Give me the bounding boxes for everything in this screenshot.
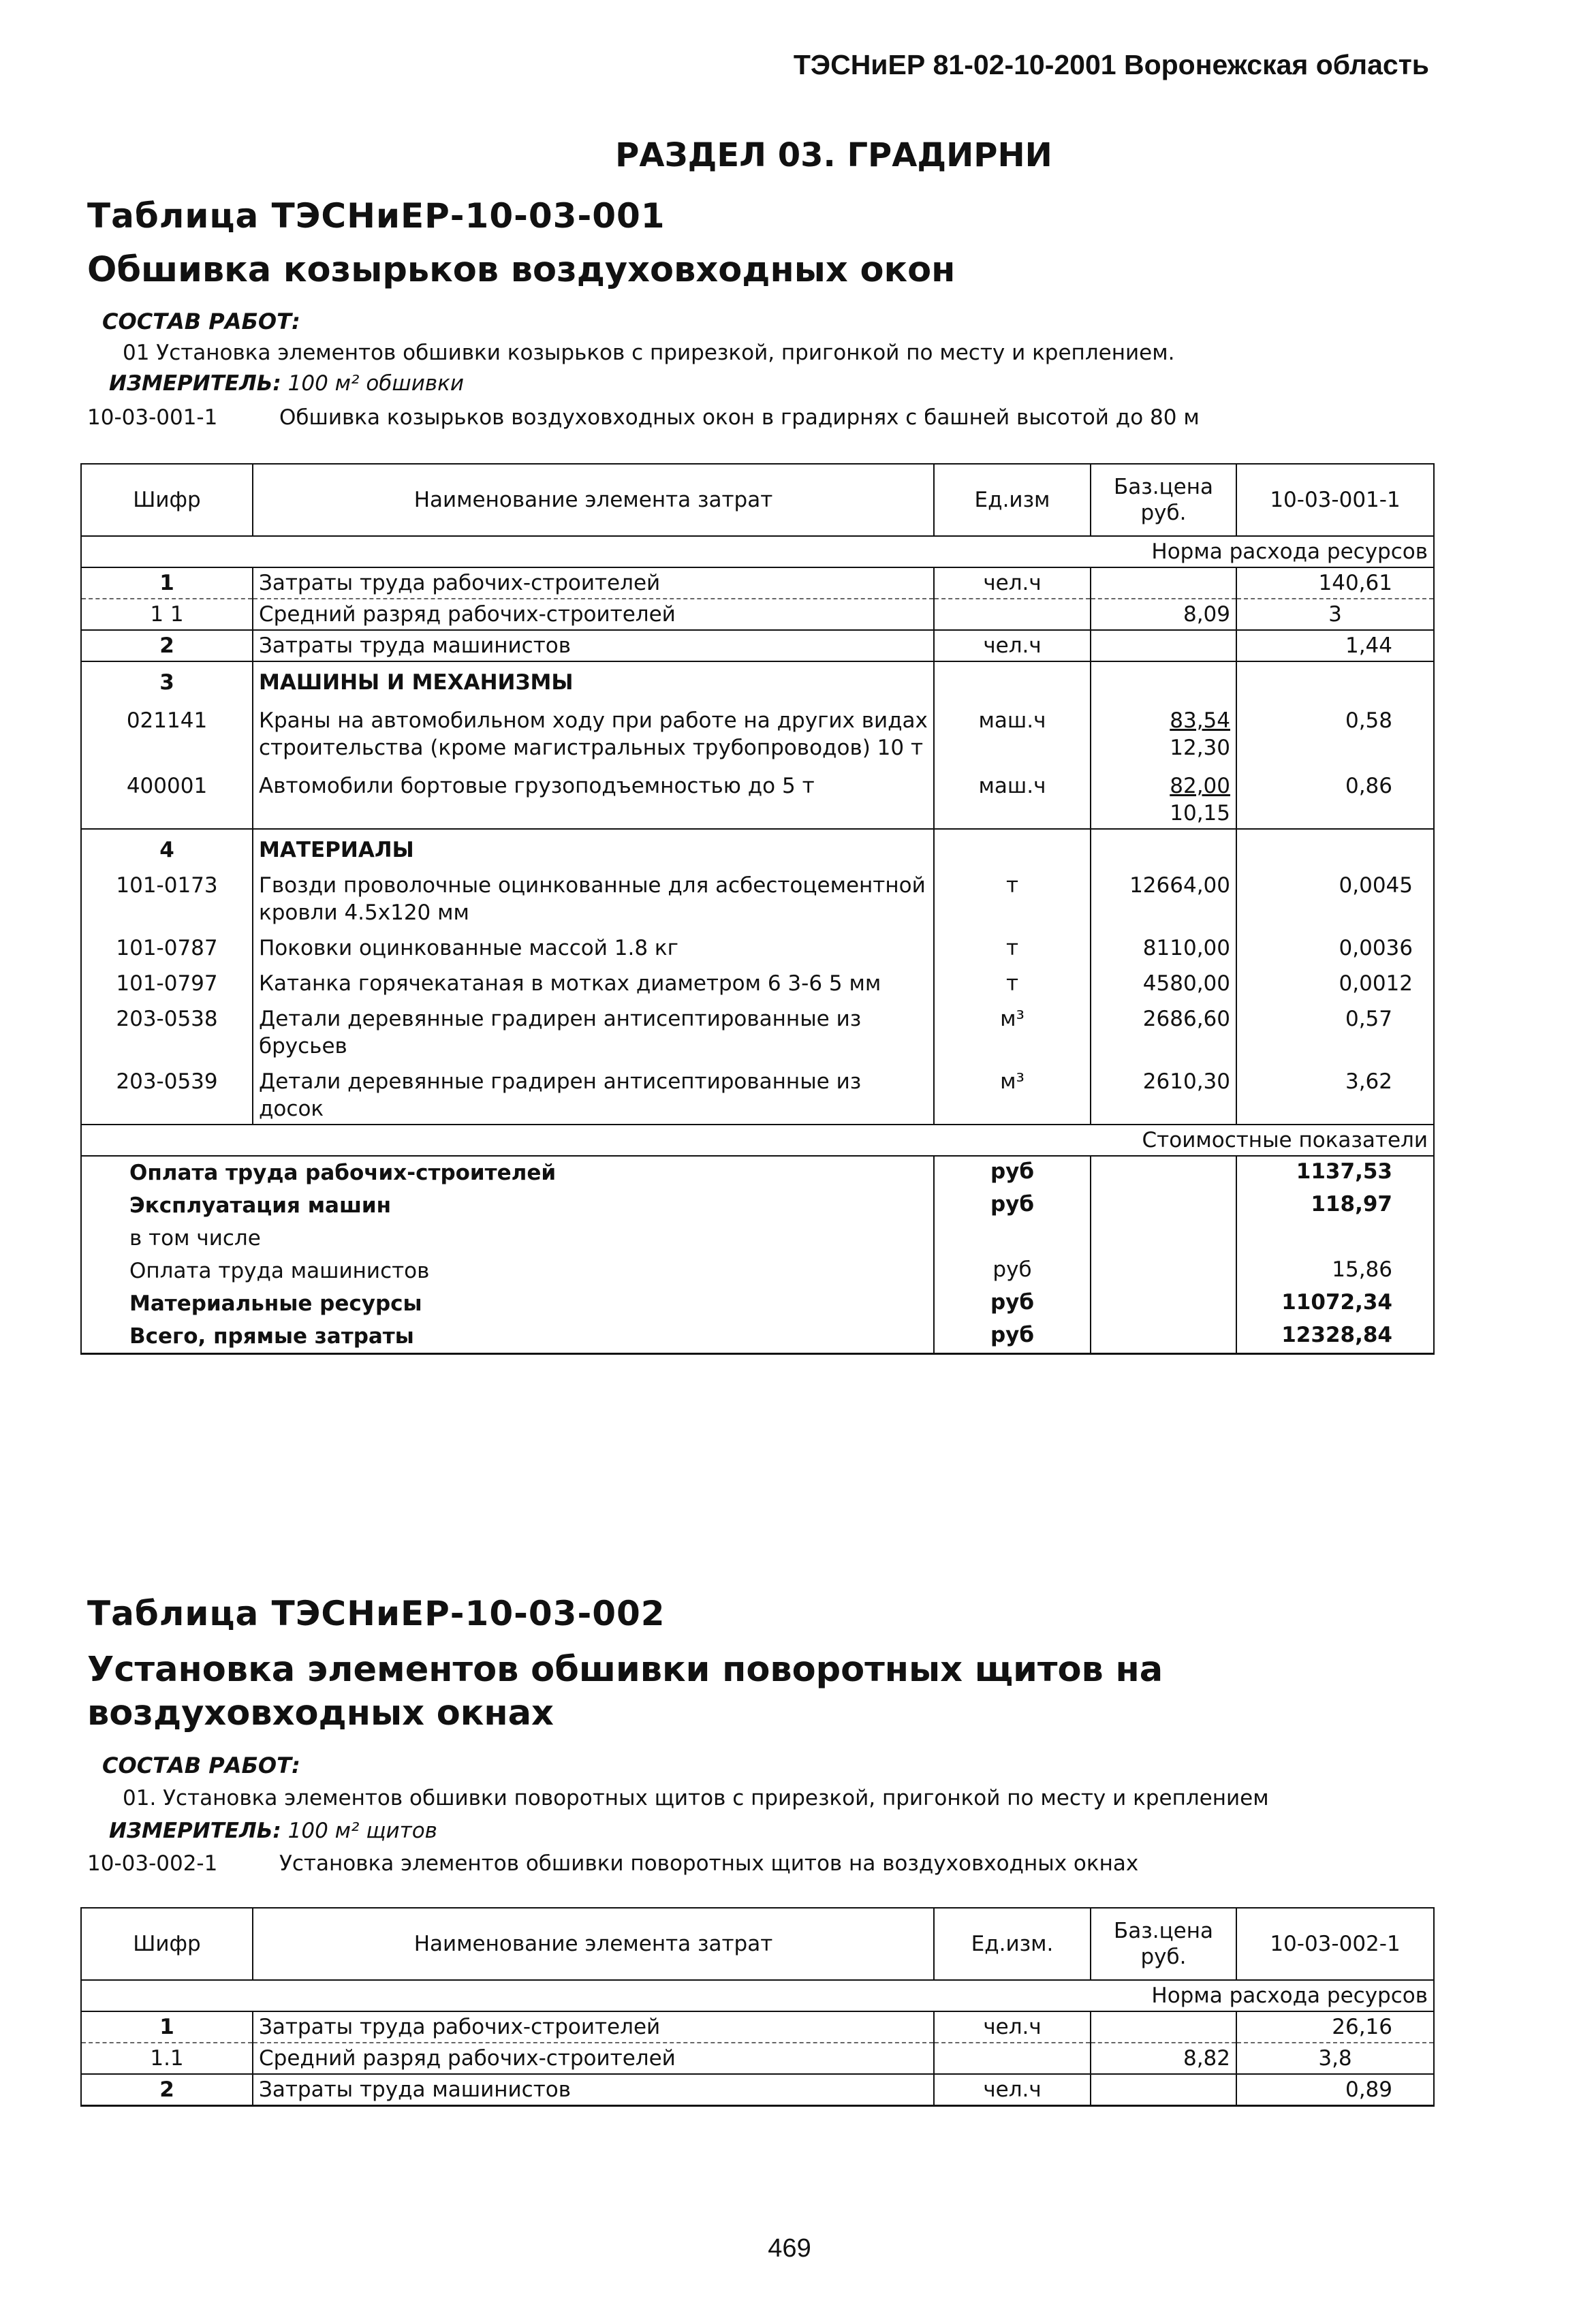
- row-code: 2: [81, 2074, 253, 2106]
- row-price: [1091, 567, 1236, 599]
- table-row: [81, 2074, 1434, 2106]
- row-value: 0,89: [1236, 2074, 1434, 2106]
- table1-norm-row: [81, 536, 1434, 567]
- table-row: [81, 865, 1434, 928]
- col-header-value: 10-03-002-1: [1236, 1908, 1434, 1980]
- row-name: Детали деревянные градирен антисептированные из брусьев: [253, 999, 934, 1061]
- row-code: 101-0173: [81, 865, 253, 928]
- cost-value: 118,97: [1236, 1189, 1434, 1222]
- cost-row: [81, 1189, 1434, 1222]
- row-price: [1091, 630, 1236, 661]
- table2-code-line-text: Установка элементов обшивки поворотных щитов на воздуховходных окнах: [279, 1851, 1139, 1876]
- row-code: 021141: [81, 697, 253, 763]
- col-header-name: Наименование элемента затрат: [253, 1908, 934, 1980]
- row-unit: т: [934, 963, 1091, 999]
- row-code: 3: [81, 661, 253, 697]
- row-value: 3,62: [1236, 1061, 1434, 1125]
- cost-unit: руб: [934, 1255, 1091, 1287]
- cost-unit: руб: [934, 1189, 1091, 1222]
- table2-code-line-code: 10-03-002-1: [87, 1851, 218, 1876]
- cost-value: 11072,34: [1236, 1287, 1434, 1320]
- table1-header-row: [81, 464, 1434, 536]
- row-name: Затраты труда машинистов: [253, 630, 934, 661]
- row-code: 4: [81, 829, 253, 865]
- row-value: 3,8: [1236, 2043, 1434, 2074]
- row-unit: м³: [934, 1061, 1091, 1125]
- row-unit: маш.ч: [934, 763, 1091, 829]
- cost-unit: [934, 1222, 1091, 1255]
- col-header-price: Баз.цена руб.: [1091, 464, 1236, 536]
- row-unit: чел.ч: [934, 630, 1091, 661]
- row-price: 12664,00: [1091, 865, 1236, 928]
- table-row: [81, 763, 1434, 829]
- table-row: [81, 599, 1434, 630]
- row-name: Затраты труда рабочих-строителей: [253, 2011, 934, 2043]
- row-price: 2610,30: [1091, 1061, 1236, 1125]
- table-row: [81, 999, 1434, 1061]
- col-header-value: 10-03-001-1: [1236, 464, 1434, 536]
- table2-norm-row: [81, 1980, 1434, 2011]
- page-number: 469: [768, 2234, 811, 2263]
- row-unit: т: [934, 928, 1091, 963]
- table2-meter-value: 100 м² щитов: [287, 1819, 437, 1843]
- table-row: [81, 1061, 1434, 1125]
- cost-label: Стоимостные показатели: [81, 1125, 1434, 1156]
- cost-name: Эксплуатация машин: [81, 1189, 934, 1222]
- table-row: [81, 928, 1434, 963]
- cost-name: в том числе: [81, 1222, 934, 1255]
- table1-meter-value: 100 м² обшивки: [287, 371, 465, 396]
- col-header-unit: Ед.изм: [934, 464, 1091, 536]
- table1-meter: [109, 371, 464, 396]
- table1-title: Таблица ТЭСНиЕР-10-03-001: [87, 196, 666, 236]
- cost-name: Материальные ресурсы: [81, 1287, 934, 1320]
- row-value: 26,16: [1236, 2011, 1434, 2043]
- row-price: [1091, 2011, 1236, 2043]
- row-name: МАШИНЫ И МЕХАНИЗМЫ: [253, 661, 934, 697]
- row-code: 101-0797: [81, 963, 253, 999]
- table2: [80, 1907, 1435, 2107]
- row-name: Средний разряд рабочих-строителей: [253, 599, 934, 630]
- row-name: Катанка горячекатаная в мотках диаметром 6 3-6 5 мм: [253, 963, 934, 999]
- table2-header-row: [81, 1908, 1434, 1980]
- row-value: 3: [1236, 599, 1434, 630]
- row-code: 2: [81, 630, 253, 661]
- row-unit: м³: [934, 999, 1091, 1061]
- row-name: МАТЕРИАЛЫ: [253, 829, 934, 865]
- table-row: [81, 567, 1434, 599]
- row-name: Затраты труда машинистов: [253, 2074, 934, 2106]
- cost-name: Оплата труда рабочих-строителей: [81, 1156, 934, 1189]
- cost-row: [81, 1156, 1434, 1189]
- cost-row: [81, 1222, 1434, 1255]
- row-price: 8,09: [1091, 599, 1236, 630]
- cost-unit: руб: [934, 1287, 1091, 1320]
- table-row: [81, 2043, 1434, 2074]
- row-price: 83,54 12,30: [1091, 697, 1236, 763]
- row-value: 0,57: [1236, 999, 1434, 1061]
- row-unit: маш.ч: [934, 697, 1091, 763]
- row-code: 1: [81, 2011, 253, 2043]
- norm-label: Норма расхода ресурсов: [81, 1980, 1434, 2011]
- cost-name: Всего, прямые затраты: [81, 1320, 934, 1354]
- row-name: Гвозди проволочные оцинкованные для асбестоцементной кровли 4.5х120 мм: [253, 865, 934, 928]
- col-header-unit: Ед.изм.: [934, 1908, 1091, 1980]
- table2-meter: [109, 1819, 437, 1843]
- row-unit: чел.ч: [934, 2074, 1091, 2106]
- row-unit: [934, 2043, 1091, 2074]
- running-header: ТЭСНиЕР 81-02-10-2001 Воронежская область: [793, 49, 1429, 80]
- cost-value: 15,86: [1236, 1255, 1434, 1287]
- table1-code-line-code: 10-03-001-1: [87, 405, 218, 430]
- row-unit: чел.ч: [934, 567, 1091, 599]
- table1: [80, 463, 1435, 1355]
- table-row: [81, 963, 1434, 999]
- row-code: 203-0539: [81, 1061, 253, 1125]
- row-unit: чел.ч: [934, 2011, 1091, 2043]
- table-row: [81, 630, 1434, 661]
- row-value: 0,0036: [1236, 928, 1434, 963]
- col-header-price: Баз.цена руб.: [1091, 1908, 1236, 1980]
- cost-unit: руб: [934, 1320, 1091, 1354]
- table1-meter-label: ИЗМЕРИТЕЛЬ:: [109, 371, 281, 396]
- table1-work-item: 01 Установка элементов обшивки козырьков с прирезкой, пригонкой по месту и креплением.: [123, 341, 1175, 365]
- row-name: Средний разряд рабочих-строителей: [253, 2043, 934, 2074]
- col-header-code: Шифр: [81, 464, 253, 536]
- row-value: 0,0045: [1236, 865, 1434, 928]
- row-code: 400001: [81, 763, 253, 829]
- row-value: 1,44: [1236, 630, 1434, 661]
- cost-row: [81, 1255, 1434, 1287]
- table2-subtitle: Установка элементов обшивки поворотных щитов на воздуховходных окнах: [87, 1650, 1163, 1733]
- table2-work-item: 01. Установка элементов обшивки поворотных щитов с прирезкой, пригонкой по месту и креплением: [123, 1786, 1269, 1810]
- row-price: 8110,00: [1091, 928, 1236, 963]
- row-price: 8,82: [1091, 2043, 1236, 2074]
- table1-cost-label-row: [81, 1125, 1434, 1156]
- table1-subtitle: Обшивка козырьков воздуховходных окон: [87, 250, 956, 290]
- row-price: 4580,00: [1091, 963, 1236, 999]
- norm-label: Норма расхода ресурсов: [81, 536, 1434, 567]
- row-price: [1091, 2074, 1236, 2106]
- cost-row: [81, 1320, 1434, 1354]
- cost-value: 1137,53: [1236, 1156, 1434, 1189]
- row-unit: [934, 599, 1091, 630]
- row-unit: т: [934, 865, 1091, 928]
- row-price: 2686,60: [1091, 999, 1236, 1061]
- row-value: 140,61: [1236, 567, 1434, 599]
- table2-meter-label: ИЗМЕРИТЕЛЬ:: [109, 1819, 281, 1843]
- cost-value: [1236, 1222, 1434, 1255]
- row-code: 1: [81, 567, 253, 599]
- row-name: Краны на автомобильном ходу при работе на других видах строительства (кроме магистральных трубопроводов) 10 т: [253, 697, 934, 763]
- cost-name: Оплата труда машинистов: [81, 1255, 934, 1287]
- table-row: [81, 661, 1434, 697]
- row-value: 0,0012: [1236, 963, 1434, 999]
- section-title: РАЗДЕЛ 03. ГРАДИРНИ: [615, 136, 1052, 174]
- row-code: 203-0538: [81, 999, 253, 1061]
- row-code: 1.1: [81, 2043, 253, 2074]
- cost-unit: руб: [934, 1156, 1091, 1189]
- row-code: 101-0787: [81, 928, 253, 963]
- row-name: Поковки оцинкованные массой 1.8 кг: [253, 928, 934, 963]
- cost-value: 12328,84: [1236, 1320, 1434, 1354]
- col-header-code: Шифр: [81, 1908, 253, 1980]
- row-name: Автомобили бортовые грузоподъемностью до 5 т: [253, 763, 934, 829]
- table1-work-label: СОСТАВ РАБОТ:: [102, 309, 300, 334]
- table1-code-line-text: Обшивка козырьков воздуховходных окон в градирнях с башней высотой до 80 м: [279, 405, 1200, 430]
- row-value: 0,58: [1236, 697, 1434, 763]
- table-row: [81, 829, 1434, 865]
- cost-row: [81, 1287, 1434, 1320]
- table-row: [81, 2011, 1434, 2043]
- table2-title: Таблица ТЭСНиЕР-10-03-002: [87, 1594, 666, 1633]
- row-price: 82,00 10,15: [1091, 763, 1236, 829]
- row-name: Затраты труда рабочих-строителей: [253, 567, 934, 599]
- table-row: [81, 697, 1434, 763]
- row-name: Детали деревянные градирен антисептированные из досок: [253, 1061, 934, 1125]
- table2-work-label: СОСТАВ РАБОТ:: [102, 1753, 300, 1778]
- row-value: 0,86: [1236, 763, 1434, 829]
- col-header-name: Наименование элемента затрат: [253, 464, 934, 536]
- row-code: 1 1: [81, 599, 253, 630]
